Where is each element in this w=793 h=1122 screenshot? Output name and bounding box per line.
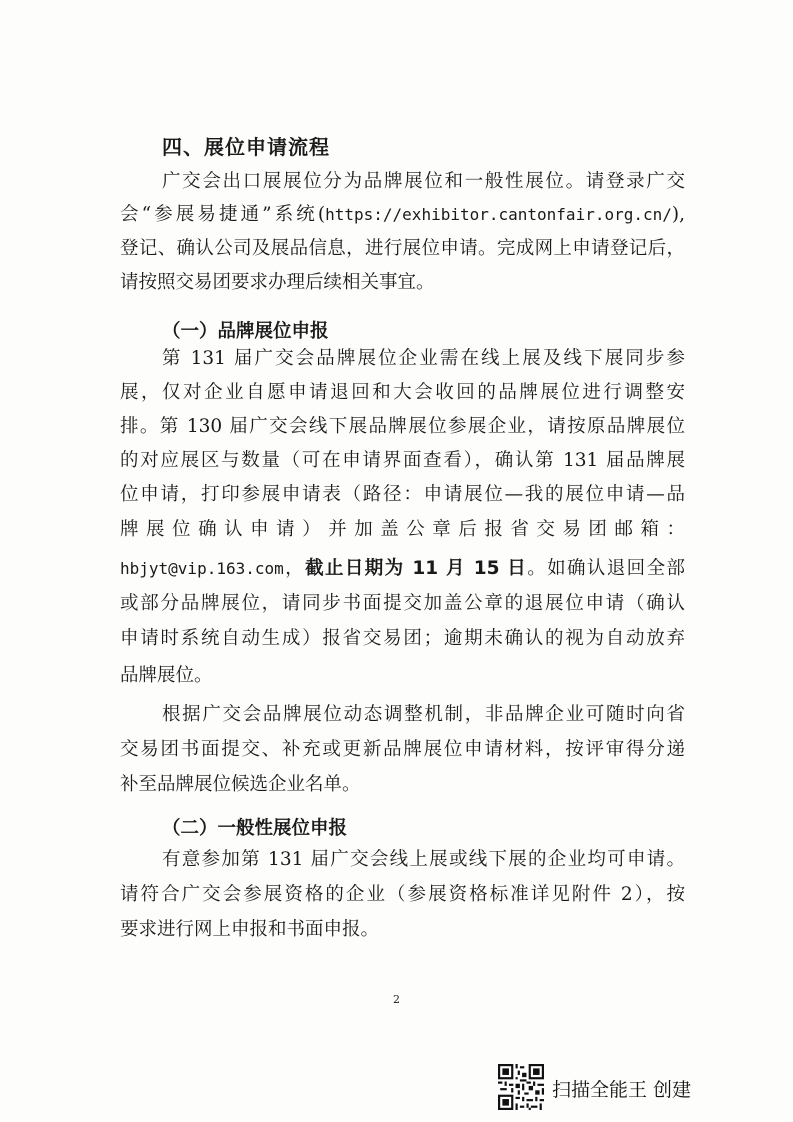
exhibitor-url: https://exhibitor.cantonfair.org.cn/ bbox=[325, 205, 672, 224]
brand-line-5: 位申请，打印参展申请表（路径：申请展位—我的展位申请—品 bbox=[120, 484, 685, 505]
brand-para2-line-1: 根据广交会品牌展位动态调整机制，非品牌企业可随时向省 bbox=[162, 704, 685, 725]
page-number: 2 bbox=[393, 993, 400, 1006]
brand-para2-line-2: 交易团书面提交、补充或更新品牌展位申请材料，按评审得分递 bbox=[120, 739, 685, 760]
brand-line-6: 牌展位确认申请）并加盖公章后报省交易团邮箱： bbox=[120, 519, 685, 540]
brand-line-3: 排。第 130 届广交会线下展品牌展位参展企业，请按原品牌展位 bbox=[120, 416, 685, 437]
brand-booth-heading: （一）品牌展位申报 bbox=[162, 321, 329, 342]
general-booth-heading: （二）一般性展位申报 bbox=[162, 818, 348, 839]
brand-line-9: 申请时系统自动生成）报省交易团；逾期未确认的视为自动放弃 bbox=[120, 628, 685, 649]
deadline-text: 截止日期为 11 月 15 日 bbox=[305, 558, 528, 579]
brand-line-7: hbjyt@vip.163.com，截止日期为 11 月 15 日。如确认退回全部 bbox=[120, 558, 685, 579]
brand-para2-line-3: 补至品牌展位候选企业名单。 bbox=[120, 774, 361, 795]
brand-line-4: 的对应展区与数量（可在申请界面查看），确认第 131 届品牌展 bbox=[120, 450, 685, 471]
intro-line-2: 会“参展易捷通”系统(https://exhibitor.cantonfair.org.cn/), bbox=[120, 204, 685, 225]
intro-line-1: 广交会出口展展位分为品牌展位和一般性展位。请登录广交 bbox=[162, 171, 685, 192]
scanner-watermark: 扫描全能王 创建 bbox=[552, 1079, 692, 1101]
general-line-3: 要求进行网上申报和书面申报。 bbox=[120, 919, 380, 940]
general-line-2: 请符合广交会参展资格的企业（参展资格标准详见附件 2），按 bbox=[120, 884, 685, 905]
qr-code-icon bbox=[498, 1064, 544, 1110]
brand-line-8: 或部分品牌展位，请同步书面提交加盖公章的退展位申请（确认 bbox=[120, 593, 685, 614]
brand-line-10: 品牌展位。 bbox=[120, 665, 213, 686]
email-address: hbjyt@vip.163.com bbox=[120, 559, 284, 578]
section-title: 四、展位申请流程 bbox=[162, 135, 330, 159]
brand-line-2: 展，仅对企业自愿申请退回和大会收回的品牌展位进行调整安 bbox=[120, 382, 685, 403]
intro-line-3: 登记、确认公司及展品信息，进行展位申请。完成网上申请登记后， bbox=[120, 238, 685, 259]
brand-line-1: 第 131 届广交会品牌展位企业需在线上展及线下展同步参 bbox=[162, 348, 685, 369]
intro-line-4: 请按照交易团要求办理后续相关事宜。 bbox=[120, 272, 435, 293]
general-line-1: 有意参加第 131 届广交会线上展或线下展的企业均可申请。 bbox=[162, 849, 685, 870]
